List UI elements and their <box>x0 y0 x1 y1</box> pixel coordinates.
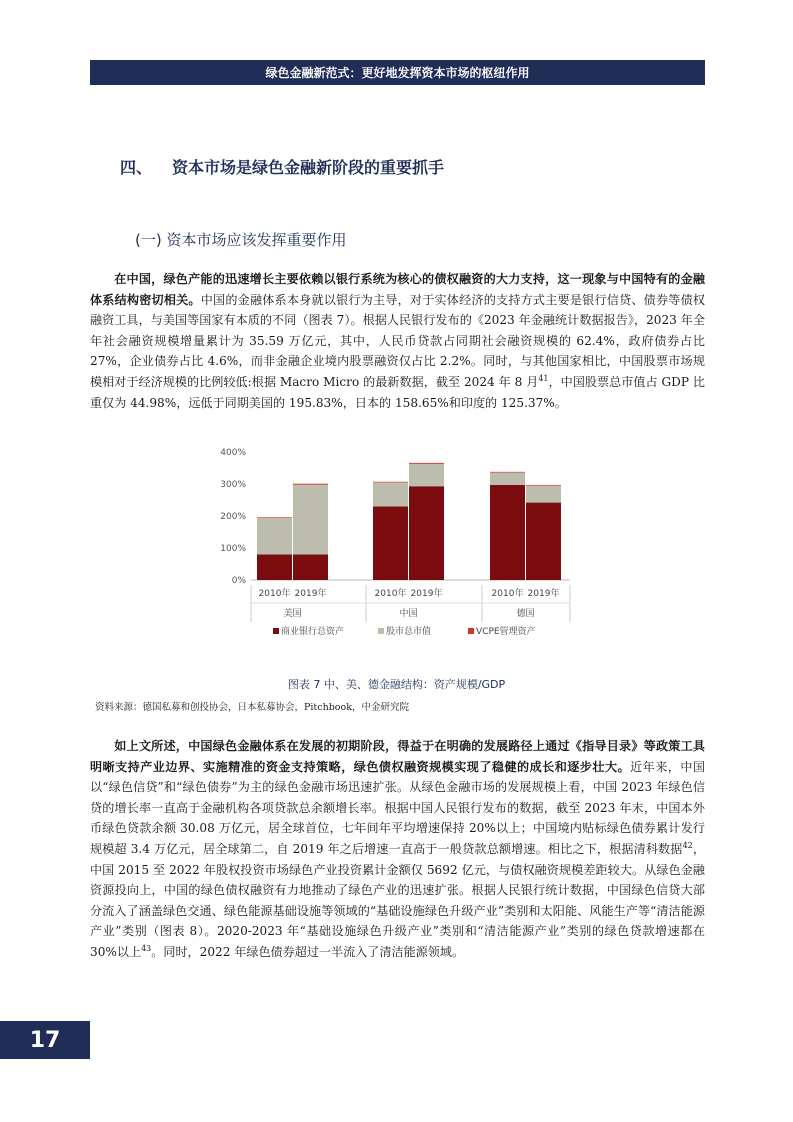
bar-segment-3 <box>293 484 328 485</box>
section-number: 四、 <box>120 158 153 177</box>
bar-segment-2 <box>526 486 561 503</box>
figure-caption: 图表 7 中、美、德金融结构：资产规模/GDP <box>287 678 506 691</box>
bar-segment-2 <box>373 482 408 506</box>
paragraph-1 <box>90 269 705 413</box>
group-label: 中国 <box>399 609 418 619</box>
paragraph-1-lead: 在中国，绿色产能的迅速增长主要依赖以银行系统为核心的债权融资的大力支持，这一现象与中国特有的金融体系结构密切相关。 <box>90 272 705 307</box>
x-tick-label: 2010年 <box>258 589 291 599</box>
paragraph-1-text-b: ，中国股票总市值占 GDP 比重仅为 44.98%，远低于同期美国的 195.83%，日本的 158.65%和印度的 125.37%。 <box>90 374 705 410</box>
section-heading <box>120 155 444 178</box>
x-tick-label: 2010年 <box>374 589 407 599</box>
group-label: 美国 <box>283 609 302 619</box>
subsection-heading: (一) 资本市场应该发挥重要作用 <box>135 231 347 249</box>
x-tick-label: 2019年 <box>294 589 327 599</box>
x-tick-label: 2010年 <box>491 589 524 599</box>
header-banner <box>90 60 705 85</box>
y-tick-label: 400% <box>220 448 246 458</box>
bar-segment-2 <box>490 472 525 485</box>
y-tick-label: 200% <box>220 512 246 522</box>
footnote-ref-42[interactable]: 42 <box>682 840 693 850</box>
bar-segment-3 <box>257 517 292 518</box>
paragraph-1-text-a: 中国的金融体系本身就以银行为主导，对于实体经济的支持方式主要是银行信贷、债券等债权融资工具，与美国等国家有本质的不同（图表 7）。根据人民银行发布的《2023 年金融统计数据报告》，2023 年全年社会融资规模增量累计为 35.59 万亿元，其中，人民币贷款占同期社会融资规模的 62.4%，政府债券占比 27%，企业债券占比 4.6%，而非金融企业境内股票融资仅占比 2.2%。同时，与其他国家相比，中国股票市场规模相对于经济规模的比例较低:根据 Macro Micro 的最新数据，截至 2024 年 8 月 <box>90 292 705 389</box>
paragraph-2-lead: 如上文所述，中国绿色金融体系在发展的初期阶段，得益于在明确的发展路径上通过《指导目录》等政策工具明晰支持产业边界、实施精准的资金支持策略，绿色债权融资规模实现了稳健的成长和逐步壮大。 <box>90 739 705 774</box>
footnote-ref-43[interactable]: 43 <box>141 943 152 953</box>
paragraph-2 <box>90 736 705 963</box>
bar-segment-2 <box>257 518 292 554</box>
financial-structure-chart <box>215 441 580 644</box>
footnote-ref-41[interactable]: 41 <box>538 373 549 383</box>
legend-label-1: 商业银行总资产 <box>281 627 345 637</box>
page-number: 17 <box>29 1027 61 1053</box>
group-label: 德国 <box>516 609 535 619</box>
bar-segment-1 <box>526 503 561 580</box>
bar-segment-1 <box>490 485 525 580</box>
y-tick-label: 100% <box>220 544 246 554</box>
section-title: 资本市场是绿色金融新阶段的重要抓手 <box>172 158 445 177</box>
x-tick-label: 2019年 <box>527 589 560 599</box>
bar-segment-1 <box>409 486 444 580</box>
paragraph-2-text-c: 。同时，2022 年绿色债券超过一半流入了清洁能源领域。 <box>151 944 465 959</box>
bar-segment-3 <box>490 472 525 473</box>
bar-segment-2 <box>409 464 444 486</box>
x-tick-label: 2019年 <box>410 589 443 599</box>
legend-swatch-3 <box>468 628 474 634</box>
legend-swatch-2 <box>378 628 384 634</box>
bar-segment-3 <box>409 463 444 464</box>
bar-segment-3 <box>373 482 408 483</box>
bar-segment-3 <box>526 485 561 486</box>
legend-label-3: VCPE管理资产 <box>476 627 536 637</box>
bar-segment-2 <box>293 485 328 555</box>
figure-source: 资料来源：德国私募和创投协会，日本私募协会，Pitchbook，中金研究院 <box>95 702 409 713</box>
header-title: 绿色金融新范式：更好地发挥资本市场的枢纽作用 <box>265 66 530 80</box>
page-number-badge <box>0 1021 90 1059</box>
paragraph-2-text-a: 近年来，中国以“绿色信贷”和“绿色债券”为主的绿色金融市场迅速扩张。从绿色金融市场的发展规模上看，中国 2023 年绿色信贷的增长率一直高于金融机构各项贷款总余额增长率。根据中国人民银行发布的数据，截至 2023 年末，中国本外币绿色贷款余额 30.08 万亿元，居全球首位，七年间年平均增速保持 20%以上；中国境内贴标绿色债券累计发行规模超 3.4 万亿元，居全球第二，自 2019 年之后增速一直高于一般贷款总额增速。相比之下，根据清科数据 <box>90 759 705 856</box>
bar-segment-1 <box>257 554 292 580</box>
bar-segment-1 <box>373 506 408 580</box>
bar-segment-1 <box>293 554 328 580</box>
y-tick-label: 300% <box>220 480 246 490</box>
paragraph-2-text-b: ，中国 2015 至 2022 年股权投资市场绿色产业投资累计金额仅 5692 亿元，与债权融资规模差距较大。从绿色金融资源投向上，中国的绿色债权融资有力地推动了绿色产业的迅速扩张。根据人民银行统计数据，中国绿色信贷大部分流入了涵盖绿色交通、绿色能源基础设施等领域的“基础设施绿色升级产业”类别和太阳能、风能生产等“清洁能源产业”类别（图表 8）。2020-2023 年“基础设施绿色升级产业”类别和“清洁能源产业”类别的绿色贷款增速都在 30%以上 <box>90 841 705 959</box>
legend-label-2: 股市总市值 <box>386 627 432 637</box>
legend-swatch-1 <box>273 628 279 634</box>
y-tick-label: 0% <box>231 576 246 586</box>
